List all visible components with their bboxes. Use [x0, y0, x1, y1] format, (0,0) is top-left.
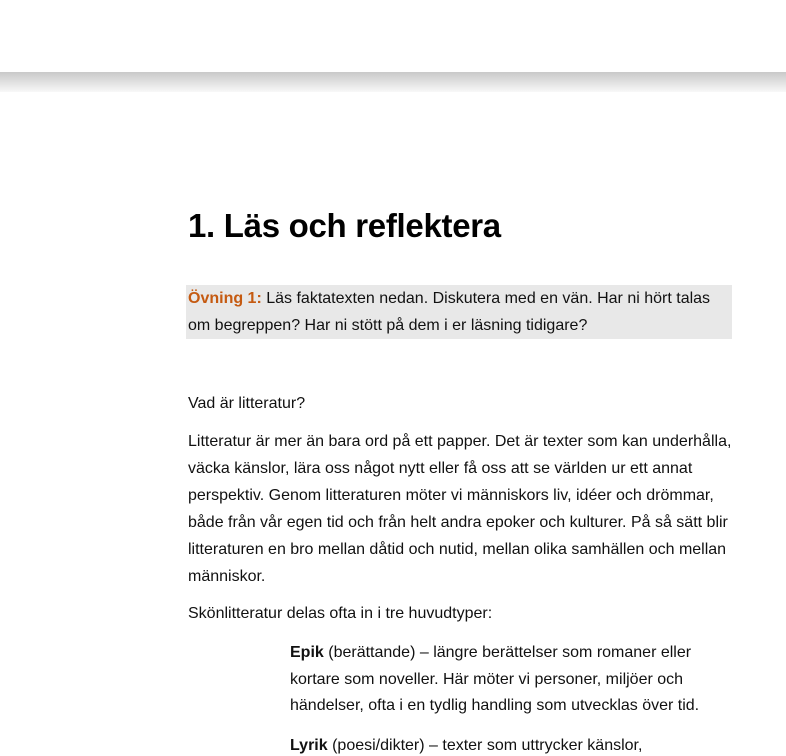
- previous-page-bottom: [0, 0, 786, 72]
- intro-paragraph: Litteratur är mer än bara ord på ett papper. Det är texter som kan underhålla, väcka känslor, lära oss något nytt eller få oss att se världen ur ett annat perspektiv. Genom litteraturen möter vi människors liv, idéer och drömmar, både från vår egen tid och från helt andra epoker och kulturer. På så sätt blir litteraturen en bro mellan dåtid och nutid, mellan olika samhällen och mellan människor.: [188, 433, 732, 585]
- type-epik-paragraph: [290, 640, 734, 720]
- type-description: (berättande) – längre berättelser som romaner eller kortare som noveller. Här möter vi personer, miljöer och händelser, ofta i en tydlig handling som utvecklas över tid.: [290, 644, 700, 714]
- document-page: [0, 92, 786, 756]
- type-description: (poesi/dikter) – texter som uttrycker känslor,: [327, 737, 643, 754]
- section-heading: 1. Läs och reflektera: [188, 207, 501, 244]
- question-paragraph: Vad är litteratur?: [188, 395, 306, 412]
- exercise-text: Läs faktatexten nedan. Diskutera med en vän. Har ni hört talas om begreppen? Har ni stött på dem i er läsning tidigare?: [188, 290, 711, 334]
- type-term: Epik: [290, 644, 324, 661]
- types-intro-paragraph: Skönlitteratur delas ofta in i tre huvudtyper:: [188, 605, 493, 622]
- exercise-box: [186, 285, 732, 339]
- type-lyrik-paragraph: [290, 733, 734, 756]
- exercise-label: Övning 1:: [188, 290, 262, 307]
- page-separator: [0, 72, 786, 92]
- type-term: Lyrik: [290, 737, 328, 754]
